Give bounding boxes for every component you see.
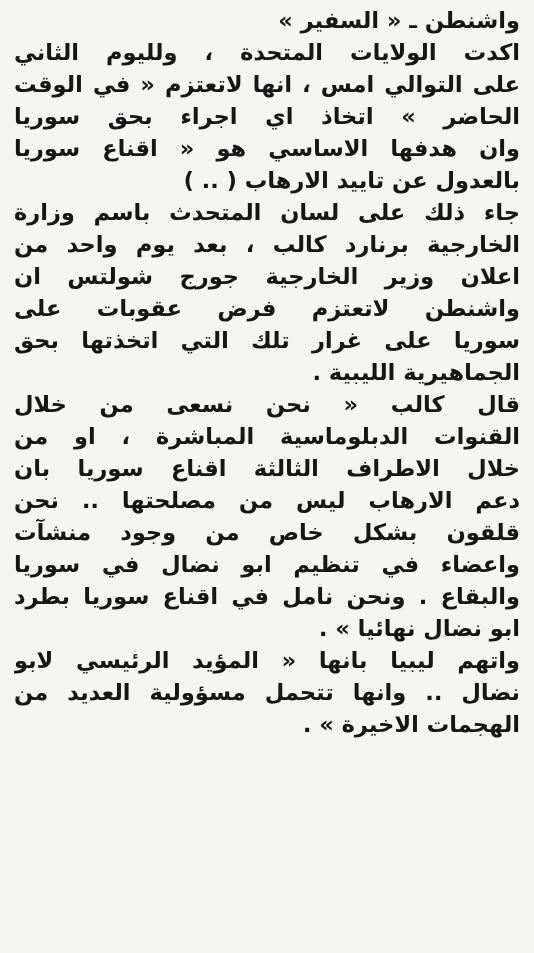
article-column [14, 0, 520, 741]
article-line: الهجمات الاخيرة » . [302, 712, 520, 738]
article-line: قلقون بشكل خاص من وجود منشآت [14, 520, 520, 546]
article-line: واشنطن لاتعتزم فرض عقوبات على [14, 296, 520, 322]
article-line: واتهم ليبيا بانها « المؤيد الرئيسي لابو [14, 648, 520, 674]
article-line: والبقاع . ونحن نامل في اقناع سوريا بطرد [14, 584, 520, 610]
article-line: الحاضر » اتخاذ اي اجراء بحق سوريا [14, 104, 520, 130]
article-line: الخارجية برنارد كالب ، بعد يوم واحد من [14, 232, 520, 258]
article-line: سوريا على غرار تلك التي اتخذتها بحق [14, 328, 520, 354]
article-line: القنوات الدبلوماسية المباشرة ، او من [14, 424, 520, 450]
article-line: قال كالب « نحن نسعى من خلال [14, 392, 520, 418]
article-line: دعم الارهاب ليس من مصلحتها .. نحن [14, 488, 520, 514]
article-line: اكدت الولايات المتحدة ، ولليوم الثاني [14, 40, 520, 66]
article-line: وان هدفها الاساسي هو « اقناع سوريا [14, 136, 520, 162]
article-line: على التوالي امس ، انها لاتعتزم « في الوقت [14, 72, 520, 98]
article-line: جاء ذلك على لسان المتحدث باسم وزارة [14, 200, 520, 226]
article-line: نضال .. وانها تتحمل مسؤولية العديد من [14, 680, 520, 706]
article-line: بالعدول عن تاييد الارهاب ( .. ) [183, 168, 520, 194]
article-line: واشنطن ـ « السفير » [278, 8, 520, 34]
article-line: اعلان وزير الخارجية جورج شولتس ان [14, 264, 520, 290]
article-line: خلال الاطراف الثالثة اقناع سوريا بان [14, 456, 520, 482]
article-line: الجماهيرية الليبية . [312, 360, 520, 386]
article-line: واعضاء في تنظيم ابو نضال في سوريا [14, 552, 520, 578]
article-line: ابو نضال نهائيا » . [318, 616, 520, 642]
